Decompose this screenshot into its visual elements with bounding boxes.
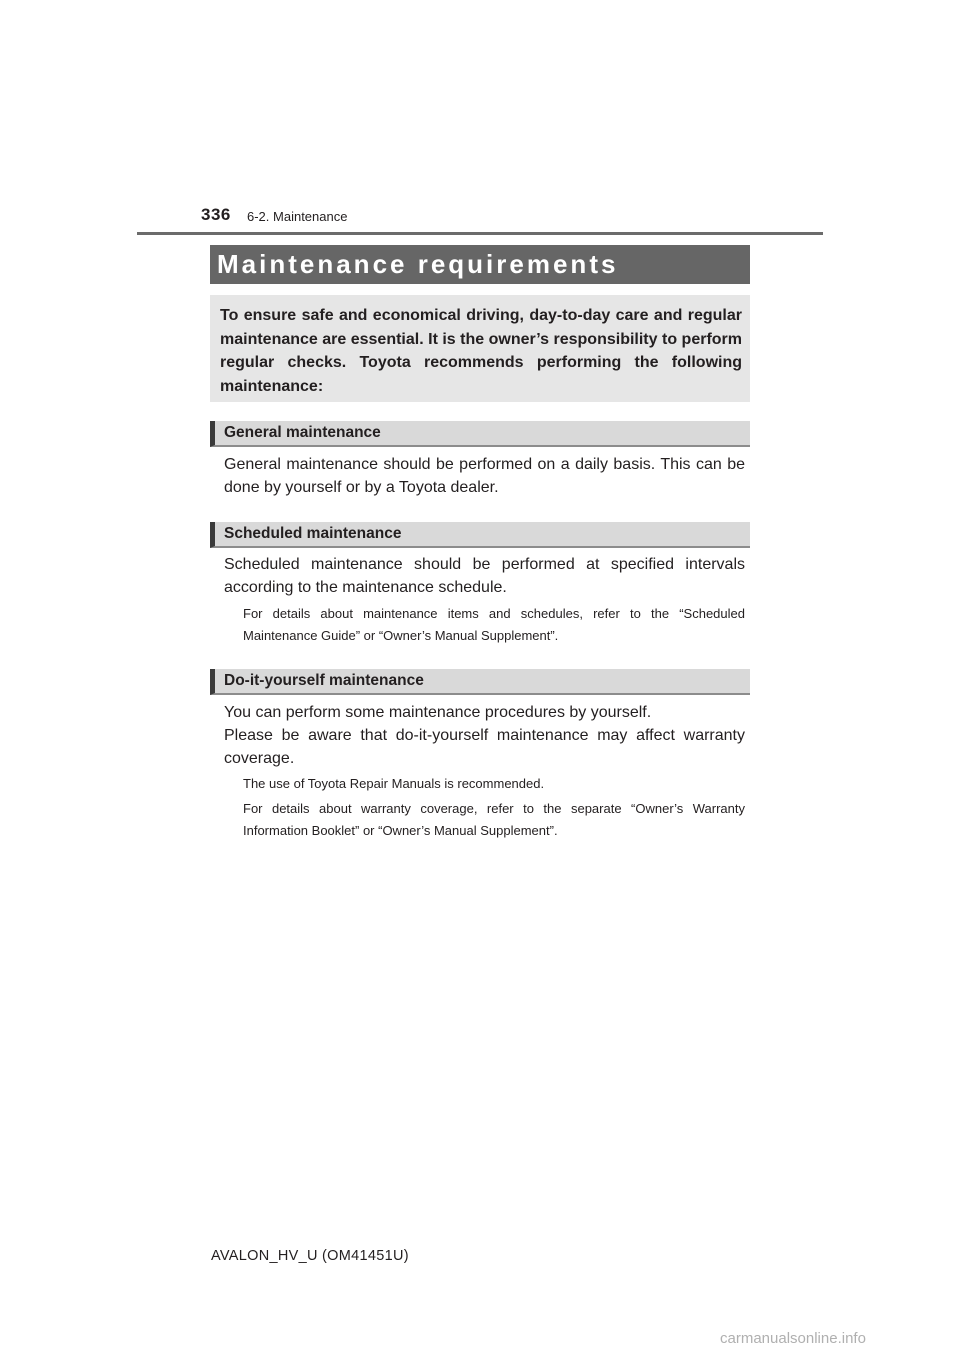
diy-maintenance-heading-text: Do-it-yourself maintenance bbox=[224, 672, 424, 689]
general-maintenance-heading bbox=[210, 421, 750, 447]
footer-model-code: AVALON_HV_U (OM41451U) bbox=[211, 1248, 409, 1264]
diy-maintenance-heading bbox=[210, 669, 750, 695]
intro-text: To ensure safe and economical driving, day-to-day care and regular maintenance are essential. It is the owner’s responsibility to perform regular checks. Toyota recommends performing the following maintenance: bbox=[220, 307, 742, 395]
page-title: Maintenance requirements bbox=[217, 249, 619, 279]
section-label: 6-2. Maintenance bbox=[247, 209, 348, 224]
diy-maintenance-body-2: Please be aware that do-it-yourself maintenance may affect warranty coverage. bbox=[224, 727, 745, 767]
scheduled-maintenance-heading bbox=[210, 522, 750, 548]
scheduled-maintenance-note: For details about maintenance items and schedules, refer to the “Scheduled Maintenance Guide” or “Owner’s Manual Supplement”. bbox=[243, 606, 745, 643]
title-bar bbox=[210, 245, 750, 284]
intro-box bbox=[210, 295, 750, 402]
general-maintenance-body: General maintenance should be performed on a daily basis. This can be done by yourself or by a Toyota dealer. bbox=[224, 456, 745, 496]
diy-maintenance-note-1: The use of Toyota Repair Manuals is recommended. bbox=[243, 776, 545, 791]
diy-maintenance-body-1: You can perform some maintenance procedures by yourself. bbox=[224, 704, 652, 721]
scheduled-maintenance-body: Scheduled maintenance should be performed at specified intervals according to the maintenance schedule. bbox=[224, 556, 745, 596]
general-maintenance-heading-text: General maintenance bbox=[224, 424, 381, 441]
page-number: 336 bbox=[201, 205, 231, 224]
scheduled-maintenance-heading-text: Scheduled maintenance bbox=[224, 525, 402, 542]
header-rule bbox=[137, 232, 823, 235]
diy-maintenance-note-2: For details about warranty coverage, refer to the separate “Owner’s Warranty Information Booklet” or “Owner’s Manual Supplement”. bbox=[243, 801, 745, 838]
watermark: carmanualsonline.info bbox=[720, 1330, 866, 1347]
